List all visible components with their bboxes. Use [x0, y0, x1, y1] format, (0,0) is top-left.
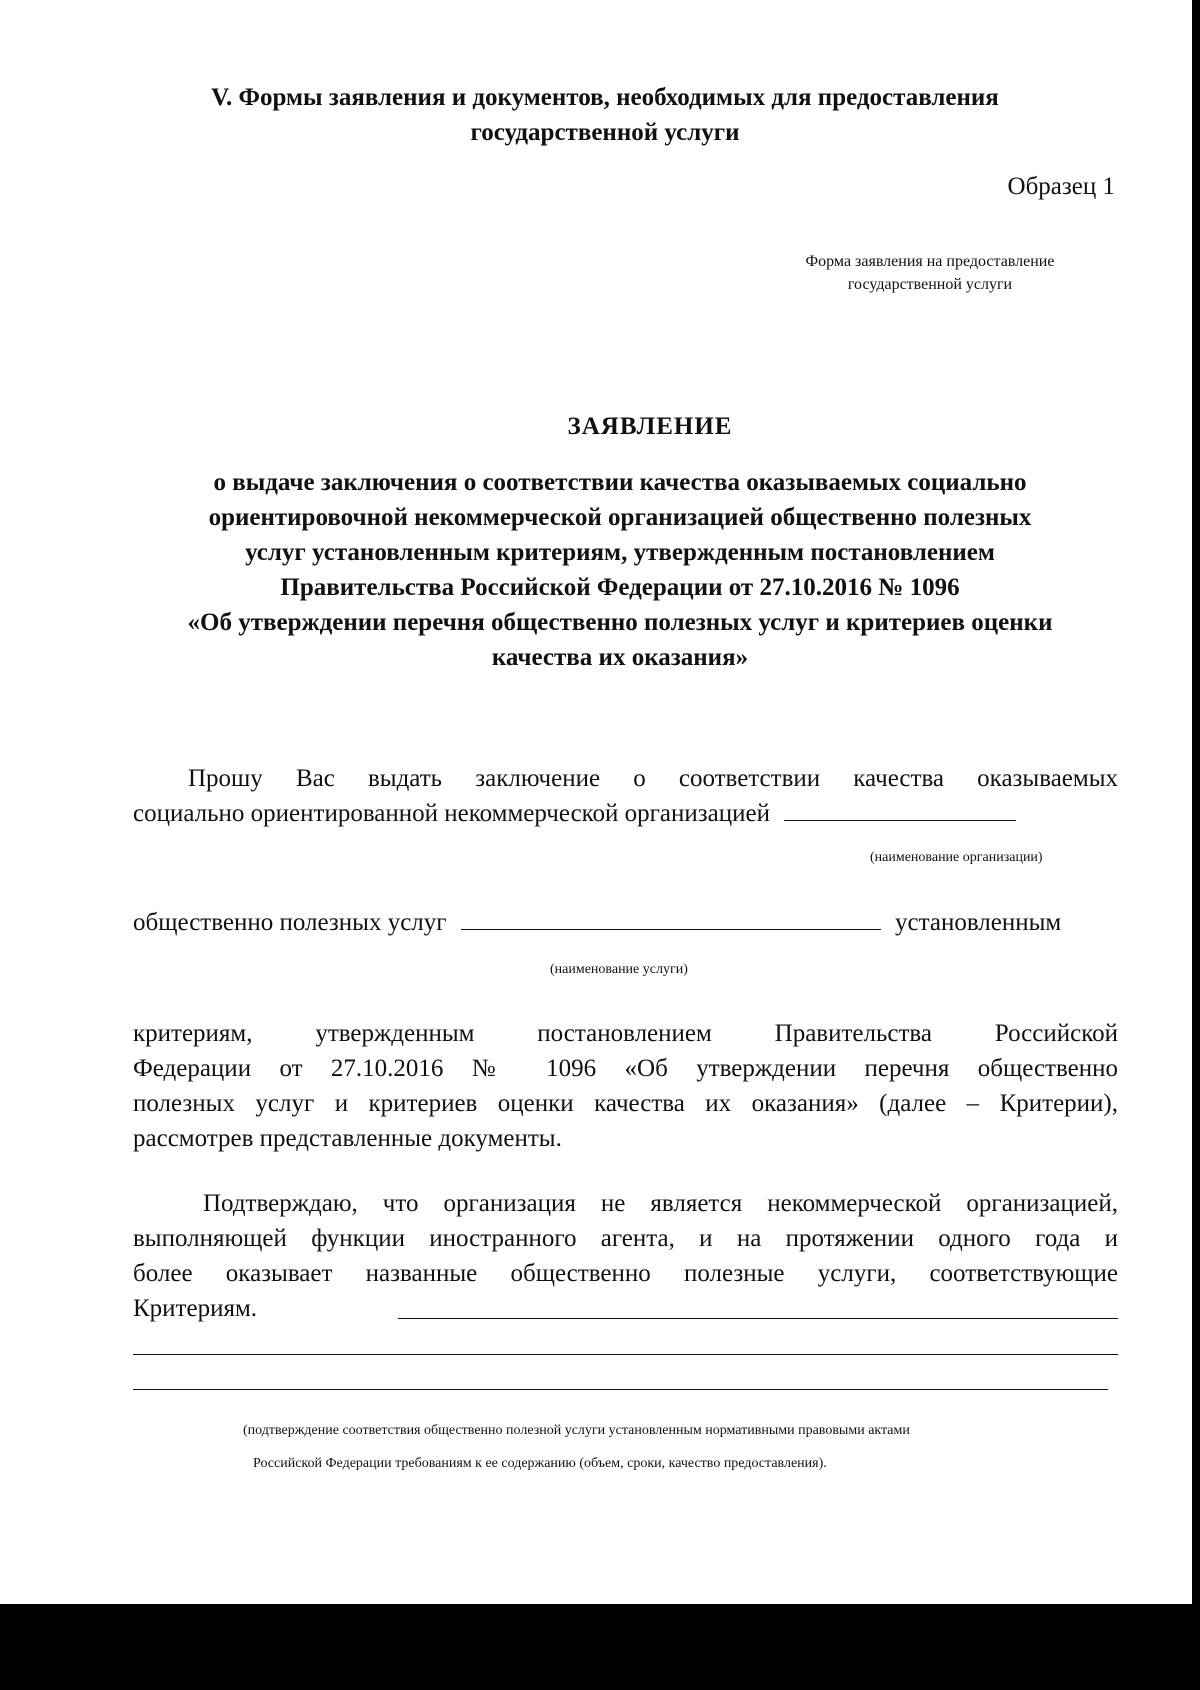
form-caption-line-1: Форма заявления на предоставление: [805, 253, 1055, 270]
application-subtitle-line: Правительства Российской Федерации от 27.10.2016 № 1096: [280, 574, 960, 601]
confirmation-field-line-1[interactable]: [398, 1318, 1118, 1319]
confirm-line-2: выполняющей функции иностранного агента, и на протяжении одного года и: [133, 1225, 1118, 1252]
form-caption-line-2: государственной услуги: [847, 276, 1013, 293]
scan-right-edge: [1192, 0, 1200, 1690]
confirm-line-1: Подтверждаю, что организация не является некоммерческой организацией,: [203, 1190, 1118, 1217]
section-heading-line-2: государственной услуги: [470, 119, 740, 146]
application-subtitle-line: «Об утверждении перечня общественно полезных услуг и критериев оценки: [187, 609, 1053, 636]
application-subtitle-line: качества их оказания»: [491, 644, 749, 671]
request-line-2-text: социально ориентированной некоммерческой организацией: [133, 800, 770, 827]
organization-name-hint: (наименование организации): [870, 850, 1043, 865]
section-heading: [130, 80, 1080, 150]
confirm-line-4: Критериям.: [133, 1295, 258, 1322]
application-subtitle: [130, 465, 1110, 675]
confirmation-field-line-3[interactable]: [133, 1389, 1108, 1390]
section-heading-line-1: V. Формы заявления и документов, необходимых для предоставления: [211, 84, 999, 111]
request-line-2: [133, 797, 1123, 830]
confirmation-field-line-2[interactable]: [133, 1354, 1118, 1355]
criteria-line-3: полезных услуг и критериев оценки качества их оказания» (далее – Критерии),: [133, 1090, 1118, 1117]
service-name-field[interactable]: [461, 907, 881, 930]
application-subtitle-line: ориентировочной некоммерческой организацией общественно полезных: [208, 504, 1032, 531]
sample-label: Образец 1: [1007, 173, 1115, 200]
scan-bottom-band: [0, 1604, 1200, 1690]
criteria-line-4: рассмотрев представленные документы.: [133, 1125, 562, 1152]
criteria-line-1: критериям, утвержденным постановлением Правительства Российской: [133, 1020, 1118, 1047]
criteria-line-2: Федерации от 27.10.2016 № 1096 «Об утверждении перечня общественно: [133, 1055, 1118, 1082]
organization-name-field[interactable]: [784, 798, 1016, 821]
confirmation-hint-line-1: (подтверждение соответствия общественно полезной услуги установленным нормативными правовыми актами: [243, 1423, 910, 1438]
form-caption: [740, 250, 1120, 296]
services-line-left-text: общественно полезных услуг: [133, 909, 447, 936]
application-subtitle-line: услуг установленным критериям, утвержденным постановлением: [245, 539, 995, 566]
application-subtitle-line: о выдаче заключения о соответствии качества оказываемых социально: [213, 469, 1027, 496]
services-line-right-text: установленным: [895, 909, 1062, 936]
services-line: [133, 906, 1123, 939]
confirm-line-3: более оказывает названные общественно полезные услуги, соответствующие: [133, 1260, 1118, 1287]
request-line-1: Прошу Вас выдать заключение о соответствии качества оказываемых: [188, 765, 1118, 792]
confirmation-hint-line-2: Российской Федерации требованиям к ее содержанию (объем, сроки, качество предоставления).: [253, 1456, 827, 1471]
application-title: ЗАЯВЛЕНИЕ: [567, 413, 733, 440]
service-name-hint: (наименование услуги): [550, 962, 688, 977]
